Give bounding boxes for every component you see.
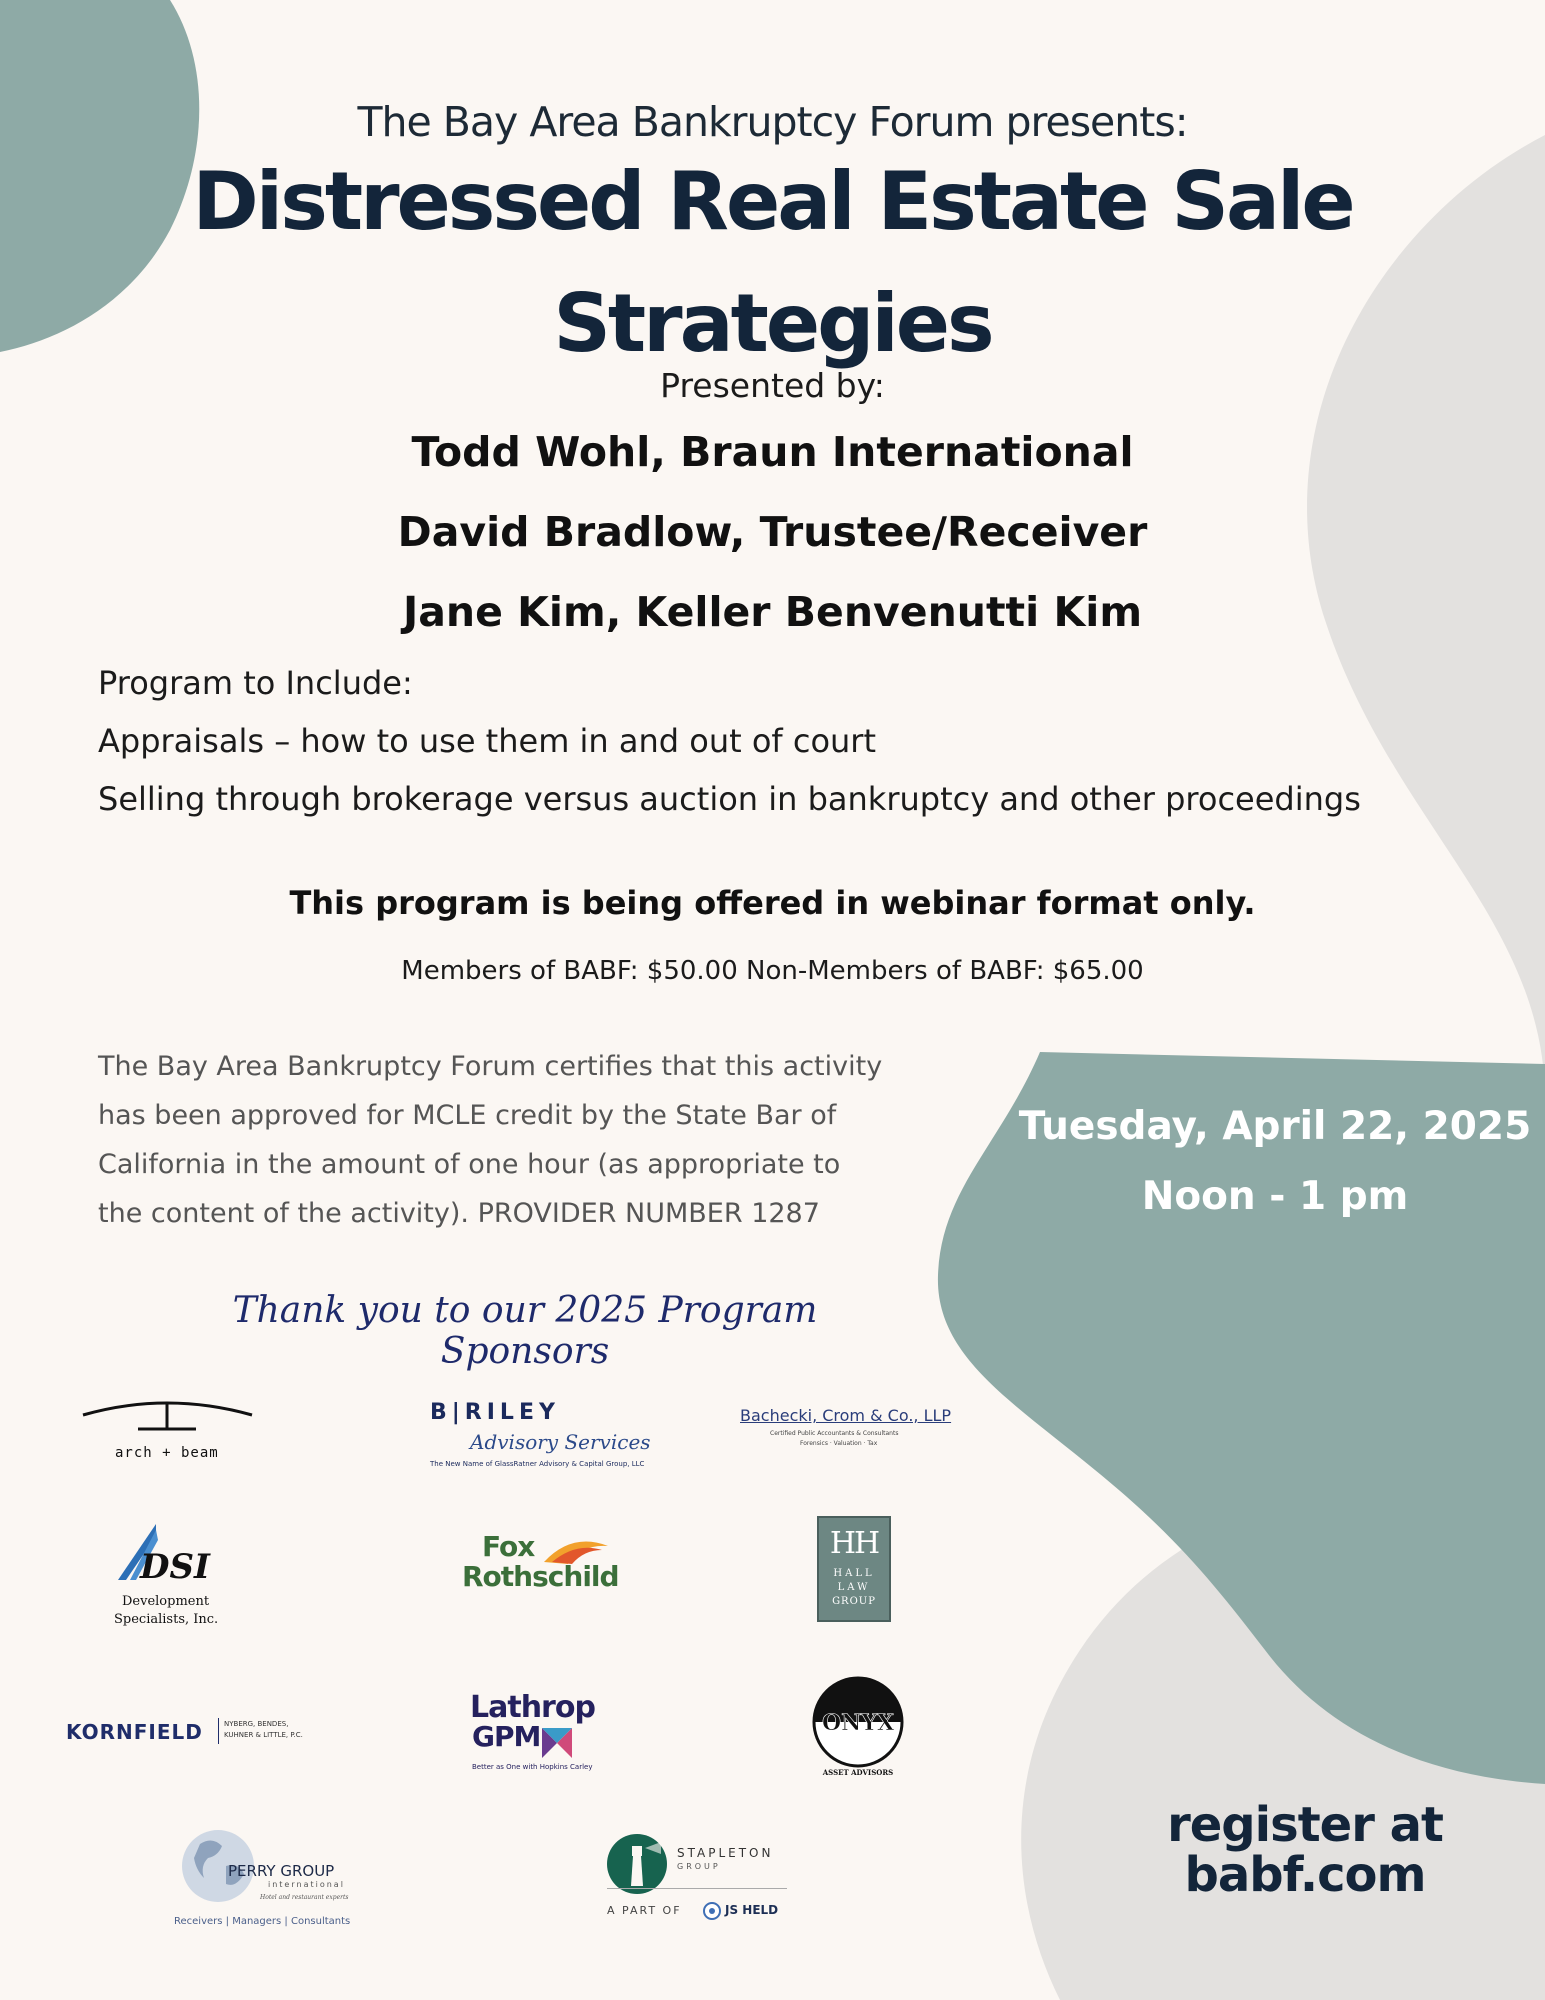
sponsor-logo-perry-group [170,1826,380,1936]
dsi-line1: Development [122,1594,210,1609]
sponsors-heading: Thank you to our 2025 Program Sponsors [232,1290,818,1372]
stapleton-parent: JS HELD [725,1903,779,1917]
perry-footer: Receivers | Managers | Consultants [174,1916,351,1927]
mcle-line: has been approved for MCLE credit by the State Bar of [98,1100,837,1131]
mcle-line: the content of the activity). PROVIDER NUMBER 1287 [98,1198,820,1229]
briley-sub: Advisory Services [470,1430,651,1454]
register-callout [1150,1797,1460,1903]
speaker-2: David Bradlow, Trustee/Receiver [397,508,1148,556]
kornfield-divider [218,1718,219,1744]
sponsor-logo-hall-law [817,1516,891,1622]
fox-line2: Rothschild [462,1560,619,1593]
hall-mark: HH [829,1526,879,1561]
bachecki-name: Bachecki, Crom & Co., LLP [740,1406,952,1425]
arch-beam-mark [80,1395,255,1435]
kornfield-line1: NYBERG, BENDES, [224,1720,289,1728]
dsi-line2: Specialists, Inc. [114,1612,219,1627]
webinar-note: This program is being offered in webinar format only. [289,884,1256,922]
presented-by-label: Presented by: [660,366,885,405]
program-heading: Program to Include: [98,664,413,702]
arch-beam-text: arch + beam [115,1445,219,1461]
event-time: Noon - 1 pm [1141,1174,1409,1219]
program-item-selling: Selling through brokerage versus auction in bankruptcy and other proceedings [98,780,1361,818]
speaker-3: Jane Kim, Keller Benvenutti Kim [402,588,1143,636]
fox-line1: Fox [482,1530,535,1563]
presenter-line: The Bay Area Bankruptcy Forum presents: [357,98,1188,146]
briley-tagline: The New Name of GlassRatner Advisory & Capital Group, LLC [430,1460,645,1468]
dsi-mark [110,1522,235,1588]
perry-tagline: Hotel and restaurant experts [260,1894,349,1901]
event-date: Tuesday, April 22, 2025 [1018,1104,1532,1149]
mcle-line: The Bay Area Bankruptcy Forum certifies that this activity [98,1051,883,1082]
dsi-mark-text: DSI [140,1547,210,1587]
hall-line2: LAW [837,1582,871,1593]
kornfield-name: KORNFIELD [66,1720,203,1744]
program-item-appraisals: Appraisals – how to use them in and out of court [98,722,876,760]
bachecki-line2: Forensics · Valuation · Tax [800,1440,878,1447]
onyx-mark [808,1672,908,1772]
sponsor-logo-kornfield [66,1712,336,1752]
lathrop-mark-icon [542,1728,572,1758]
sponsor-logo-briley [428,1400,658,1475]
pricing: Members of BABF: $50.00 Non-Members of BABF: $65.00 [401,956,1144,986]
sponsor-logo-stapleton [605,1832,805,1922]
stapleton-sub: GROUP [677,1862,721,1871]
page-title-line2: Strategies [553,277,992,370]
hall-line3: GROUP [832,1596,876,1607]
perry-name: PERRY GROUP [228,1862,335,1880]
speaker-1: Todd Wohl, Braun International [411,428,1134,476]
sponsor-logo-bachecki [738,1398,968,1458]
sponsor-logo-arch-beam [80,1395,255,1475]
perry-sub: international [268,1880,345,1889]
stapleton-part-of: A PART OF [607,1904,682,1917]
hall-line1: HALL [833,1568,875,1579]
lathrop-line1: Lathrop [470,1690,595,1725]
onyx-name: ONYX [821,1710,895,1736]
sponsor-logo-onyx [808,1672,908,1784]
briley-name: B|RILEY [430,1400,560,1425]
register-link[interactable]: babf.com [1184,1847,1426,1903]
sponsor-logo-fox-rothschild [460,1530,635,1600]
stapleton-name: STAPLETON [677,1846,774,1860]
register-line1: register at [1167,1797,1443,1853]
kornfield-line2: KUHNER & LITTLE, P.C. [224,1731,303,1739]
js-held-icon [703,1902,721,1920]
mcle-line: California in the amount of one hour (as appropriate to [98,1149,841,1180]
lathrop-tagline: Better as One with Hopkins Carley [472,1763,593,1771]
sponsor-logo-dsi [110,1522,235,1637]
sponsor-logo-lathrop [470,1690,620,1775]
stapleton-divider [607,1888,787,1889]
bachecki-line1: Certified Public Accountants & Consultants [770,1430,899,1437]
page-title-line1: Distressed Real Estate Sale [192,155,1353,248]
lathrop-line2: GPM [472,1720,541,1753]
lighthouse-icon [605,1832,669,1896]
onyx-sub: ASSET ADVISORS [822,1768,894,1777]
mcle-statement [98,1042,938,1238]
